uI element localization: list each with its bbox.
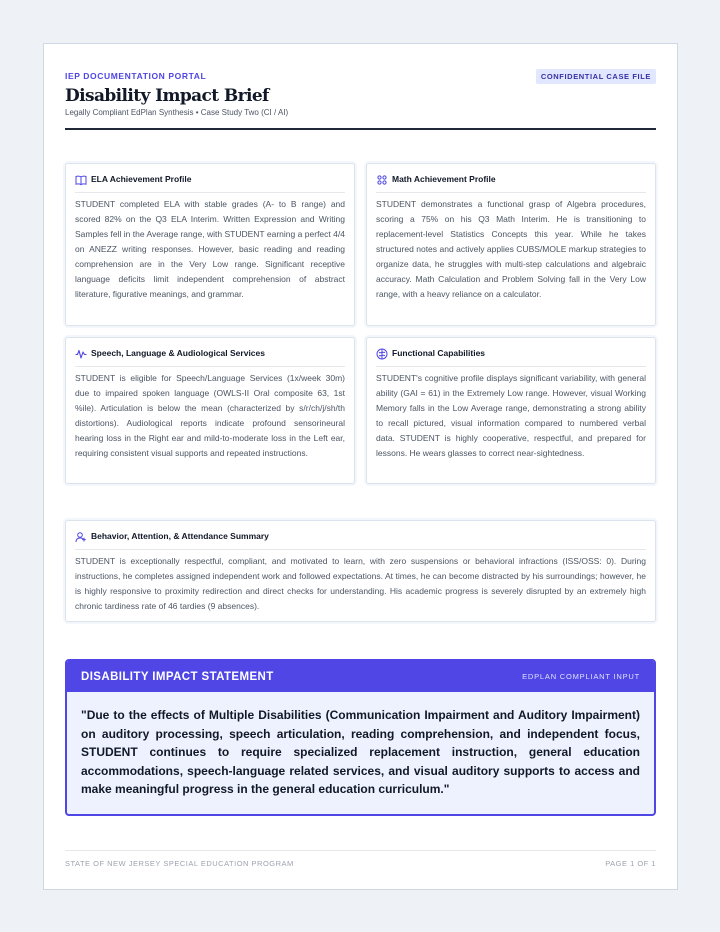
impact-statement-title: DISABILITY IMPACT STATEMENT <box>81 670 274 683</box>
behavior-card <box>65 520 656 622</box>
page-subtitle: Legally Compliant EdPlan Synthesis • Case Study Two (CI / AI) <box>65 108 289 117</box>
functional-card-header <box>376 347 646 367</box>
page-title: Disability Impact Brief <box>65 86 269 106</box>
impact-statement-panel <box>65 659 656 816</box>
impact-statement-header <box>67 661 654 692</box>
user-icon <box>75 531 87 543</box>
impact-statement-text: "Due to the effects of Multiple Disabilities (Communication Impairment and Auditory Impairment) on auditory processing, speech articulation, reading comprehension, and independent focus, STUDENT continues to require specialized replacement instruction, general education accommodations, speech-language related services, and visual auditory supports to access and make meaningful progress in the general education curriculum." <box>81 708 640 796</box>
functional-card <box>366 337 656 484</box>
speech-card <box>65 337 355 484</box>
ela-card-body: STUDENT completed ELA with stable grades (A- to B range) and scored 82% on the Q3 ELA Interim. Written Expression and Writing Samples fell in the Average range, with STUDENT earning a perfect 4/4 on ANEZZ writing responses. However, basic reading and reading comprehension are in the Very Low range. Significant receptive language deficits limit independent comprehension of abstract literature, figurative meanings, and grammar. <box>75 199 345 299</box>
portal-label: IEP DOCUMENTATION PORTAL <box>65 71 207 81</box>
book-icon <box>75 174 87 186</box>
math-card <box>366 163 656 326</box>
speech-card-title: Speech, Language & Audiological Services <box>91 348 265 358</box>
footer-program: STATE OF NEW JERSEY SPECIAL EDUCATION PROGRAM <box>65 859 294 868</box>
brain-icon <box>376 348 388 360</box>
math-card-title: Math Achievement Profile <box>392 174 496 184</box>
behavior-card-header <box>75 530 646 550</box>
waveform-icon <box>75 348 87 360</box>
behavior-card-title: Behavior, Attention, & Attendance Summary <box>91 531 269 541</box>
document-page <box>43 43 678 890</box>
functional-card-title: Functional Capabilities <box>392 348 486 358</box>
math-card-header <box>376 173 646 193</box>
ela-card-header <box>75 173 345 193</box>
behavior-card-body: STUDENT is exceptionally respectful, compliant, and motivated to learn, with zero suspensions or behavioral infractions (ISS/OSS: 0). During instructions, he completes assigned independent work and followed expectations. At times, he can become distracted by his surroundings; however, he is highly responsive to proximity redirection and direct checks for understanding. His academic progress is severely disrupted by an extremely high chronic tardiness rate of 46 tardies (9 absences). <box>75 556 646 611</box>
footer-page-number: PAGE 1 OF 1 <box>605 859 656 868</box>
functional-card-body: STUDENT's cognitive profile displays significant variability, with general ability (GAI = 61) in the Extremely Low range. However, visual Working Memory falls in the Low Average range, demonstrating a strong ability to recall pictured, visual information compared to numbered verbal data. STUDENT is highly cooperative, respectful, and prepared for lessons. He wears glasses to correct near-sightedness. <box>376 373 646 458</box>
ela-card <box>65 163 355 326</box>
calculator-icon <box>376 174 388 186</box>
page-footer <box>65 850 656 868</box>
speech-card-body: STUDENT is eligible for Speech/Language Services (1x/week 30m) due to impaired spoken language (OWLS-II Oral composite 63, 1st %ile). Articulation is below the mean (characterized by s/r/ch/j/sh/th distortions). Audiological reports indicate profound sensorineural hearing loss in the Right ear and mild-to-moderate loss in the Left ear, requiring consistent visual supports and repeated instructions. <box>75 373 345 458</box>
ela-card-title: ELA Achievement Profile <box>91 174 192 184</box>
confidential-badge: CONFIDENTIAL CASE FILE <box>536 69 656 84</box>
document-header <box>65 71 656 117</box>
math-card-body: STUDENT demonstrates a functional grasp of Algebra procedures, scoring a 75% on his Q3 Math Interim. He is transitioning to replacement-level Statistics Concepts this year. While he takes structured notes and actively applies CUBS/MOLE markup strategies to organize data, he struggles with multi-step calculations and algebraic accuracy. Math Calculation and Problem Solving fall in the Very Low range, with a heavy reliance on a calculator. <box>376 199 646 299</box>
speech-card-header <box>75 347 345 367</box>
header-divider <box>65 128 656 130</box>
impact-statement-tag: EDPLAN COMPLIANT INPUT <box>522 672 640 681</box>
